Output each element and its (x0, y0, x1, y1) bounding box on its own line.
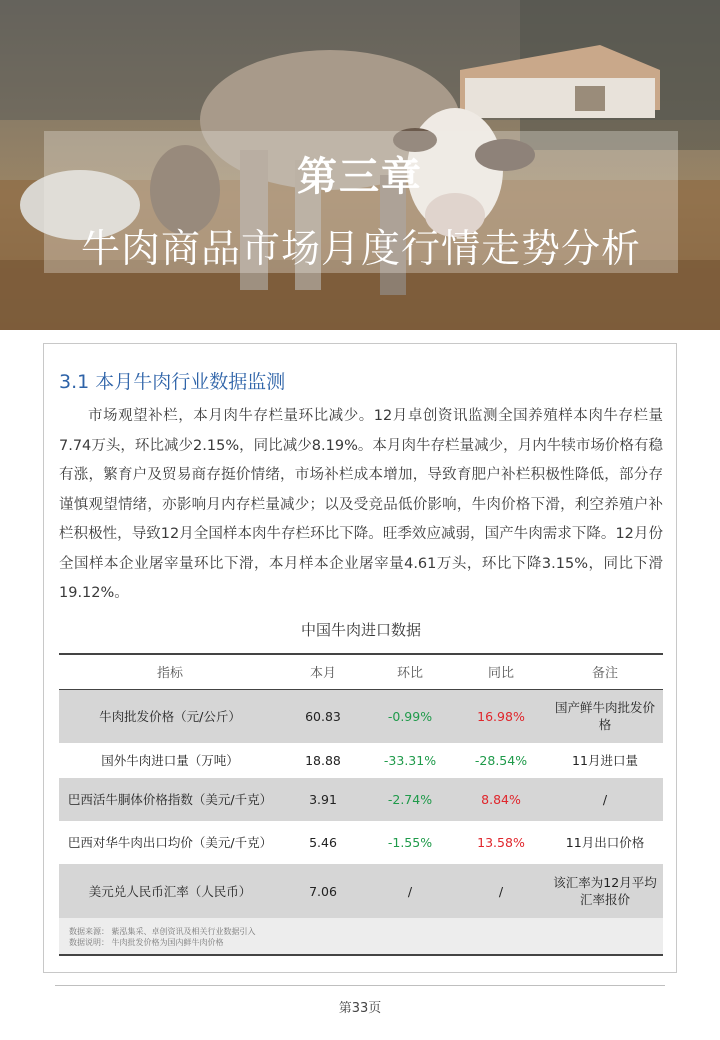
chapter-title: 牛肉商品市场月度行情走势分析 (80, 227, 641, 272)
cell-mom: / (407, 883, 413, 899)
header-yoy: 同比 (455, 654, 547, 689)
cell-note: 11月出口价格 (565, 835, 645, 850)
table-row (59, 864, 663, 918)
data-source-note: 数据来源： 紫泓集采、卓创资讯及相关行业数据引入 (69, 927, 256, 936)
cell-yoy: 8.84% (481, 792, 521, 807)
section-heading: 3.1 本月牛肉行业数据监测 (59, 371, 286, 393)
header-current: 本月 (281, 654, 365, 689)
chapter-heading: 第三章 (297, 154, 423, 200)
cell-indicator: 巴西对华牛肉出口均价（美元/千克） (67, 835, 273, 850)
cell-indicator: 美元兑人民币汇率（人民币） (88, 883, 252, 899)
header-mom: 环比 (365, 654, 455, 689)
cell-yoy: 13.58% (477, 835, 525, 850)
import-data-table (59, 653, 663, 918)
cell-mom: -1.55% (387, 835, 433, 850)
footer-divider (55, 985, 665, 986)
header-indicator: 指标 (59, 654, 281, 689)
data-description-note: 数据说明： 牛肉批发价格为国内鲜牛肉价格 (69, 938, 224, 947)
table-caption: 中国牛肉进口数据 (300, 621, 421, 639)
cell-note: 该汇率为12月平均汇率报价 (553, 875, 657, 907)
table-row (59, 689, 663, 743)
cell-current: 18.88 (305, 753, 341, 768)
header-note: 备注 (547, 654, 663, 689)
cell-indicator: 牛肉批发价格（元/公斤） (99, 708, 241, 724)
cell-yoy: / (498, 883, 504, 899)
section-paragraph: 市场观望补栏，本月肉牛存栏量环比减少。12月卓创资讯监测全国养殖样本肉牛存栏量7.74万头，环比减少2.15%，同比减少8.19%。本月肉牛存栏量减少，月内牛犊市场价格有稳有涨，繁育户及贸易商存挺价情绪，市场补栏成本增加，导致育肥户补栏积极性降低，部分存谨慎观望情绪，亦影响月内存栏量减少；以及受竞品低价影响，牛肉价格下滑，利空养殖户补栏积极性，导致12月全国样本肉牛存栏环比下降。旺季效应减弱，国产牛肉需求下降。12月份全国样本企业屠宰量环比下滑，本月样本企业屠宰量4.61万头，环比下降3.15%，同比下滑19.12%。 (59, 408, 663, 601)
cell-yoy: -28.54% (474, 753, 528, 768)
cell-note: 国产鲜牛肉批发价格 (554, 700, 655, 733)
cell-mom: -33.31% (383, 753, 437, 768)
cell-current: 3.91 (309, 792, 337, 807)
cell-yoy: 16.98% (477, 708, 525, 724)
table-bottom-rule (59, 954, 663, 956)
cell-current: 7.06 (309, 883, 337, 899)
cell-note: / (602, 792, 608, 807)
cell-current: 60.83 (305, 708, 341, 724)
table-row (59, 821, 663, 864)
cell-indicator: 巴西活牛胴体价格指数（美元/千克） (67, 792, 273, 807)
cell-current: 5.46 (309, 835, 337, 850)
cell-note: 11月进口量 (572, 753, 638, 768)
cell-mom: -0.99% (387, 708, 433, 724)
page-number: 第33页 (338, 1001, 382, 1016)
table-row (59, 743, 663, 778)
table-header-row (59, 654, 663, 689)
cell-mom: -2.74% (387, 792, 433, 807)
table-notes (59, 918, 663, 954)
cell-indicator: 国外牛肉进口量（万吨） (101, 753, 239, 768)
table-row (59, 778, 663, 821)
